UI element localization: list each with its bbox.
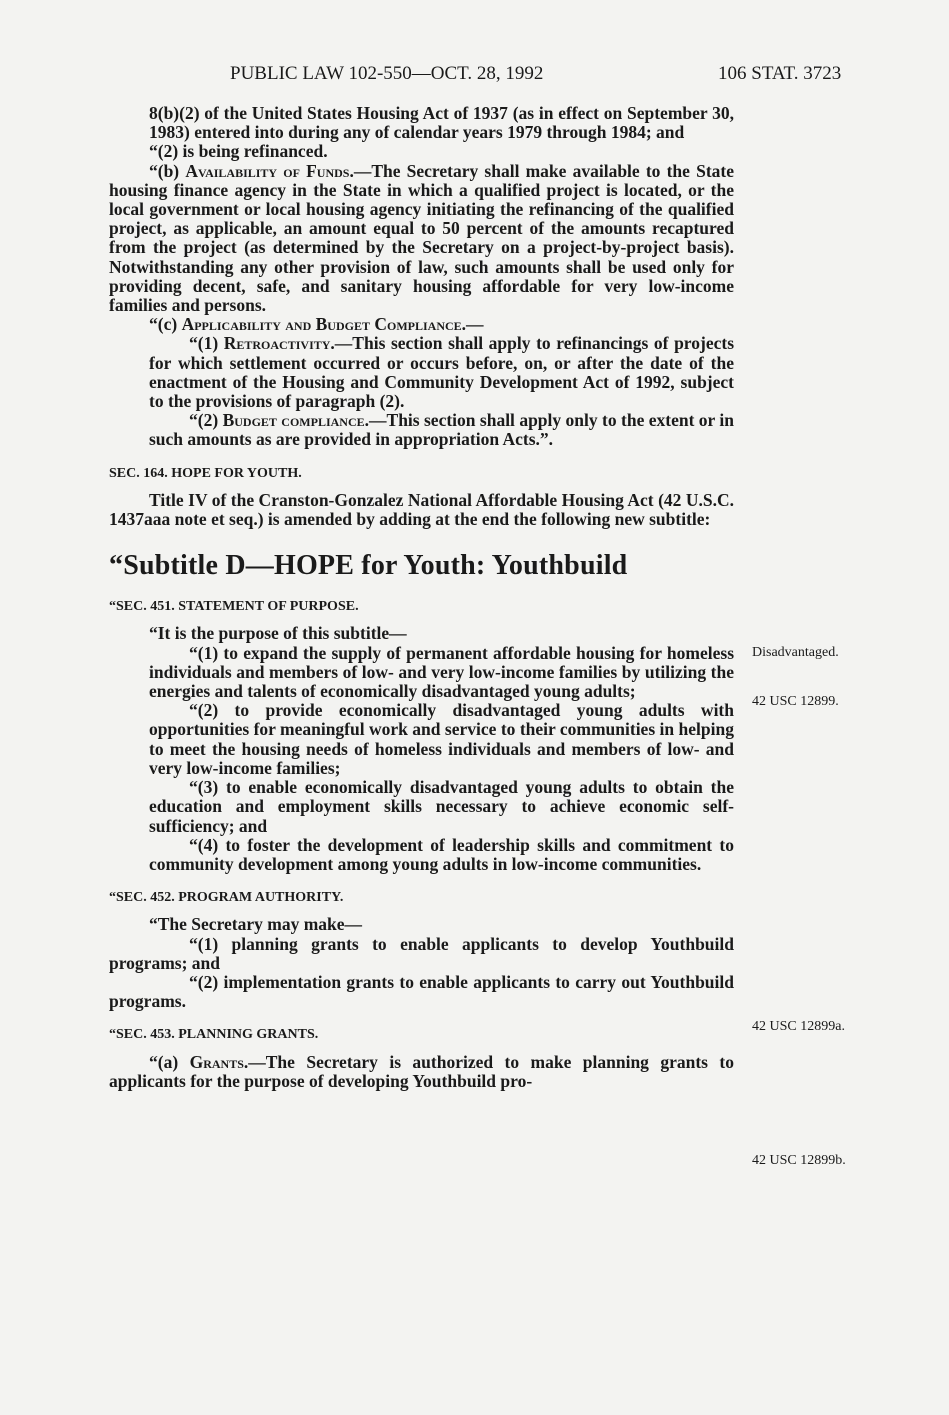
section-heading-164: SEC. 164. HOPE FOR YOUTH. <box>109 465 302 481</box>
paragraph-text: .—This section shall apply only to the extent or in such amounts as are provided in appropriation Acts.”. <box>149 410 734 450</box>
paragraph: “It is the purpose of this subtitle— <box>149 623 407 644</box>
paragraph-text: “(1) planning grants to enable applicants to develop Youthbuild programs; and <box>109 933 734 973</box>
margin-note-usc-12899: 42 USC 12899. <box>752 694 839 709</box>
running-head: PUBLIC LAW 102-550—OCT. 28, 1992 <box>230 63 544 84</box>
document-body <box>109 104 734 1091</box>
paragraph-grants <box>109 1053 734 1091</box>
paragraph-heading: Availability of Funds <box>185 160 350 181</box>
paragraph-text: .—The Secretary is authorized to make planning grants to applicants for the purpose of developing Youthbuild pro- <box>109 1051 734 1091</box>
paragraph: “(3) to enable economically disadvantaged young adults to obtain the education and employment skills necessary to achieve economic self-sufficiency; and <box>149 777 734 836</box>
paragraph: “(2) is being refinanced. <box>149 141 328 162</box>
section-heading-452: “SEC. 452. PROGRAM AUTHORITY. <box>109 890 344 906</box>
margin-note-usc-12899a: 42 USC 12899a. <box>752 1019 845 1034</box>
paragraph-heading: Grants <box>189 1051 244 1072</box>
paragraph-heading: Retroactivity <box>223 333 331 354</box>
paragraph-number: “(b) <box>149 160 186 181</box>
paragraph <box>109 935 734 973</box>
paragraph-number: “(2) <box>189 410 223 431</box>
paragraph: “(2) to provide economically disadvantaged young adults with opportunities for meaningful work and service to their communities in helping to meet the housing needs of homeless individuals and members of low- and very low-income families; <box>149 700 734 778</box>
page-header <box>0 63 949 87</box>
margin-note-disadvantaged: Disadvantaged. <box>752 645 839 660</box>
paragraph-availability-of-funds <box>109 162 734 316</box>
paragraph-text: .— <box>461 314 484 335</box>
subtitle-heading: “Subtitle D—HOPE for Youth: Youthbuild <box>109 550 628 582</box>
paragraph: “(1) to expand the supply of permanent affordable housing for homeless individuals and members of low- and very low-income families by utilizing the energies and talents of economically disadvantaged young adults; <box>149 642 734 702</box>
margin-note-usc-12899b: 42 USC 12899b. <box>752 1153 846 1168</box>
paragraph <box>109 973 734 1011</box>
section-heading-451: “SEC. 451. STATEMENT OF PURPOSE. <box>109 599 359 615</box>
paragraph-text: .—This section shall apply to refinancings of projects for which settlement occurred or occurs before, on, or after the date of the enactment of the Housing and Community Development Act of 1992, subject to the provisions of paragraph (2). <box>149 333 735 412</box>
paragraph-number: “(c) <box>149 314 182 335</box>
paragraph-text: “(2) implementation grants to enable applicants to carry out Youthbuild programs. <box>109 971 734 1012</box>
paragraph: “The Secretary may make— <box>149 914 363 935</box>
paragraph-number: “(a) <box>149 1051 190 1072</box>
paragraph-heading: Budget compliance <box>222 410 365 431</box>
paragraph-heading: Applicability and Budget Compliance <box>181 314 462 335</box>
paragraph-applicability <box>109 315 734 334</box>
paragraph: 8(b)(2) of the United States Housing Act of 1937 (as in effect on September 30, 1983) entered into during any of calendar years 1979 through 1984; and <box>149 103 734 143</box>
paragraph: “(4) to foster the development of leadership skills and commitment to community development among young adults in low-income communities. <box>149 834 734 874</box>
statute-page-number: 106 STAT. 3723 <box>718 63 842 84</box>
paragraph-number: “(1) <box>189 333 224 354</box>
paragraph-budget-compliance <box>109 411 734 449</box>
paragraph: Title IV of the Cranston-Gonzalez National Affordable Housing Act (42 U.S.C. 1437aaa note et seq.) is amended by adding at the end the following new subtitle: <box>109 489 734 530</box>
section-heading-453: “SEC. 453. PLANNING GRANTS. <box>109 1027 319 1043</box>
paragraph-retroactivity <box>109 334 734 411</box>
paragraph-text: .—The Secretary shall make available to the State housing finance agency in the State in which a qualified project is located, or the local government or local housing agency initiating the refinancing of the qualified project, as applicable, an amount equal to 50 percent of the amounts recaptured from the project (as determined by the Secretary on a project-by-project basis). Notwithstanding any other provision of law, such amounts shall be used only for providing decent, safe, and sanitary housing affordable for very low-income families and persons. <box>109 160 734 316</box>
